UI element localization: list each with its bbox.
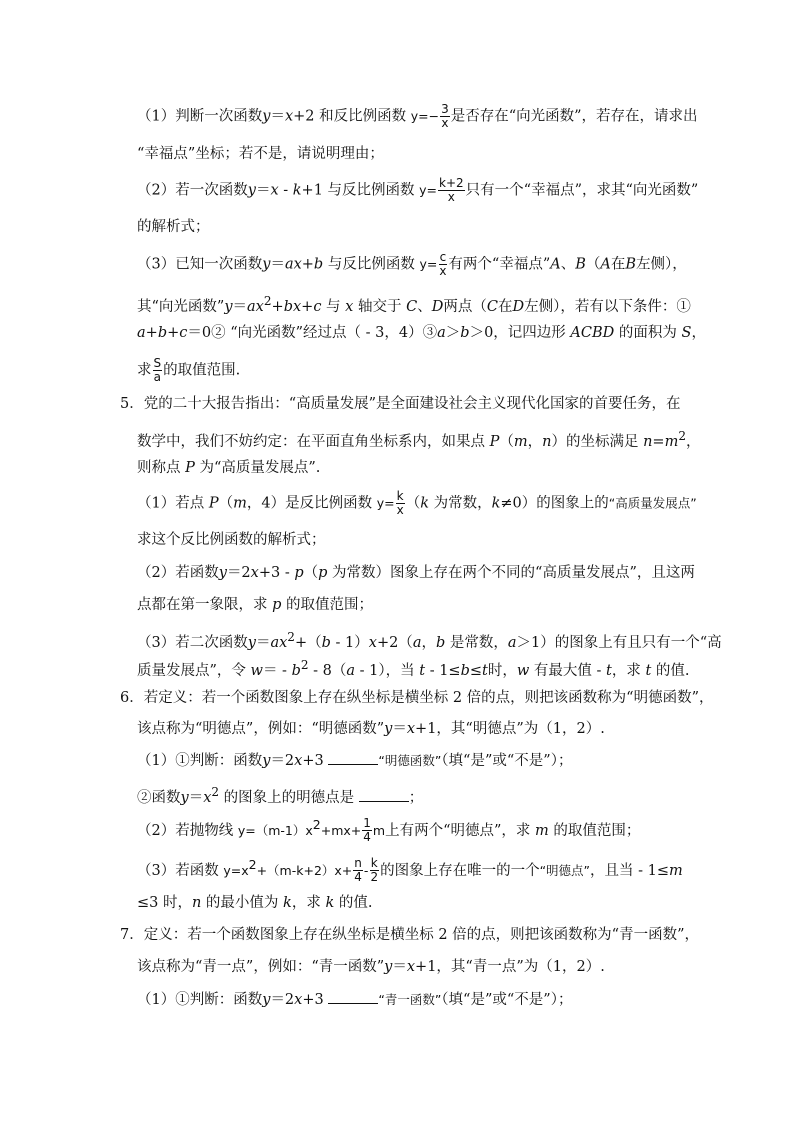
text: ，求 (291, 895, 326, 911)
p6-line-4 (137, 782, 423, 808)
exponent: 2 (211, 785, 220, 799)
p5-line-2 (137, 426, 701, 452)
denominator: x (447, 190, 455, 204)
text: ＝ (392, 721, 407, 737)
text: ， (527, 433, 543, 450)
var: D (512, 298, 525, 315)
formula: +（m-k+2）x+ (256, 862, 353, 878)
var: x (284, 108, 294, 125)
text: 两点（ (443, 298, 487, 315)
text: “青一函数” (378, 992, 442, 1007)
p6-line-5 (137, 815, 640, 844)
var: w (250, 662, 263, 679)
var: P (208, 495, 219, 512)
var: c (313, 298, 322, 315)
var: x (270, 182, 279, 199)
text: ＝2 (226, 565, 251, 581)
exponent: 2 (287, 630, 295, 644)
text: - 8（ (308, 662, 347, 679)
text: “高质量发展点” (608, 495, 697, 511)
var: x (294, 753, 303, 769)
var: x (368, 634, 377, 651)
text: +2（ (376, 634, 413, 651)
text: 的面积为 (614, 325, 682, 341)
var: y (247, 182, 256, 199)
var: B (575, 256, 586, 273)
text: （1）①判断：函数 (137, 992, 263, 1008)
exponent: 2 (248, 857, 257, 872)
denominator: 2 (370, 870, 379, 885)
text: ＞1）的图象上有且只有一个“高 (516, 634, 722, 651)
formula: y=（m-1）x (237, 822, 313, 838)
fraction (353, 857, 363, 884)
var: a (137, 325, 146, 341)
text: + (145, 325, 158, 341)
var: m (664, 433, 679, 450)
text: （填“是”或“不是”）； (441, 753, 573, 769)
text: 、 (560, 256, 576, 273)
var: b (435, 634, 446, 651)
var: y (262, 992, 271, 1008)
text: 的图象上的明德点是 (219, 789, 359, 806)
var: ACBD (570, 325, 615, 341)
var: c (179, 325, 188, 341)
var: y (218, 565, 227, 581)
text: ）的坐标满足 (551, 433, 644, 450)
p6-line-6 (137, 855, 683, 884)
fraction (438, 177, 465, 204)
text: 该点称为“明德点”，例如：“明德函数” (137, 721, 385, 737)
var: y (224, 298, 233, 315)
text: 是常数， (445, 634, 508, 651)
text: （ (499, 433, 514, 450)
p5-line-5: 求这个反比例函数的解析式； (137, 532, 326, 548)
text: +（ (294, 634, 322, 651)
var: S (681, 325, 692, 341)
text: （3）若函数 (137, 862, 224, 879)
text: +3 (302, 753, 329, 769)
text: - 1≤ (425, 662, 461, 679)
text: （1）①判断：函数 (137, 753, 263, 769)
text: ≤3 时， (137, 895, 192, 911)
text: 与 (321, 298, 346, 315)
answer-blank[interactable] (328, 989, 378, 1004)
text: ≤ (469, 662, 483, 679)
var: n (542, 433, 552, 450)
text: ； (408, 789, 424, 806)
exponent: 2 (300, 658, 309, 672)
p4-line-7 (137, 323, 706, 343)
denominator: a (153, 370, 161, 384)
text: 则称点 (137, 460, 186, 476)
p4-line-5 (137, 251, 687, 278)
denominator: 4 (363, 830, 371, 845)
var: b (291, 662, 301, 679)
exponent: 2 (312, 817, 321, 832)
var: a (412, 634, 422, 651)
p7-line-3 (137, 989, 572, 1010)
text: ， (691, 325, 706, 341)
var: m (669, 862, 683, 879)
text: 数学中，我们不妨约定：在平面直角坐标系内，如果点 (137, 433, 490, 450)
text: 在 (610, 256, 626, 273)
denominator: x (439, 264, 447, 278)
var: C (486, 298, 498, 315)
var: a (437, 325, 446, 341)
var: ax (270, 634, 288, 651)
var: C (406, 298, 418, 315)
text: ＝ (270, 108, 285, 125)
text: 的值. (334, 895, 373, 911)
var: b (313, 256, 324, 273)
denominator: x (396, 503, 404, 517)
var: A (550, 256, 561, 273)
var: n (643, 433, 653, 450)
text: + (271, 298, 284, 315)
text: +2 和反比例函数 (293, 108, 411, 125)
p6-line-7 (137, 893, 372, 913)
text: 其“向光函数” (137, 298, 225, 315)
formula: y= (419, 256, 438, 272)
text: （ (218, 495, 234, 512)
text: （1）判断一次函数 (137, 108, 263, 125)
p5-line-1: 5．党的二十大报告指出：“高质量发展”是全面建设社会主义现代化国家的首要任务，在 (120, 396, 681, 412)
var: B (625, 256, 637, 273)
text: （3）若二次函数 (137, 634, 248, 651)
var: b (321, 634, 331, 651)
text: ，4）是反比例函数 (246, 495, 377, 512)
text: （1）若点 (137, 495, 209, 512)
text: （2）若一次函数 (137, 182, 248, 199)
var: y (384, 959, 393, 975)
fraction (438, 251, 447, 278)
p5-line-4 (137, 490, 697, 517)
numerator: S (153, 356, 162, 370)
text: 质量发展点”，令 (137, 662, 251, 679)
text: - (278, 182, 293, 199)
var: y (384, 721, 393, 737)
text: 为常数）图象上存在两个不同的“高质量发展点”，且这两 (327, 565, 695, 581)
p5-line-3 (137, 458, 320, 478)
text: 与反比例函数 (323, 256, 420, 273)
text: 左侧）， (636, 256, 687, 273)
var: t (606, 662, 612, 679)
text: - 1） (330, 634, 369, 651)
text: +1，其“青一点”为（1，2）. (415, 959, 605, 975)
var: a (507, 634, 517, 651)
numerator: k (396, 489, 404, 503)
text: ＝2 (270, 753, 295, 769)
p6-line-3 (137, 750, 572, 771)
text: 只有一个“幸福点”，求其“向光函数” (465, 182, 699, 199)
text: 为“高质量发展点”. (194, 460, 321, 476)
text: 、 (417, 298, 432, 315)
text: +1，其“明德点”为（1，2）. (415, 721, 605, 737)
text: + (301, 256, 314, 273)
text: ＝ - (262, 662, 292, 679)
formula: +mx+ (320, 822, 362, 838)
numerator: 1 (363, 816, 371, 831)
fraction (440, 103, 450, 130)
var: t (645, 662, 652, 679)
var: b (157, 325, 168, 341)
var: m (535, 822, 549, 839)
var: y (262, 753, 271, 769)
formula: y= (376, 495, 395, 511)
text: = (652, 433, 665, 450)
var: P (185, 460, 195, 476)
var: y (262, 108, 271, 125)
p6-line-2 (137, 719, 605, 739)
text: ＞ (445, 325, 461, 341)
text: ＝ (392, 959, 407, 975)
text: （填“是”或“不是”）； (441, 992, 573, 1008)
var: b (460, 325, 470, 341)
p7-line-1: 7．定义：若一个函数图象上存在纵坐标是横坐标 2 倍的点，则把该函数称为“青一函数”， (120, 927, 699, 943)
text: 有最大值 - (529, 662, 607, 679)
var: x (345, 298, 354, 315)
text: +3 - (258, 565, 295, 581)
p4-line-6 (137, 291, 691, 317)
var: ax (247, 298, 264, 315)
text: ＝ (255, 182, 271, 199)
formula: - (363, 862, 369, 878)
text: （ (303, 565, 319, 581)
var: t (482, 662, 488, 679)
text: ＝ (270, 256, 285, 273)
p4-line-8 (137, 357, 240, 384)
p6-line-1: 6．若定义：若一个函数图象上存在纵坐标是横坐标 2 倍的点，则把该函数称为“明德函数”， (120, 690, 714, 706)
text: 的取值范围； (548, 822, 641, 839)
var: m (513, 433, 528, 450)
text: ，且当 - 1≤ (590, 862, 670, 879)
fraction (369, 857, 379, 884)
var: y (262, 256, 271, 273)
var: x (406, 721, 416, 737)
text: （2）若抛物线 (137, 822, 238, 839)
text: 上有两个“明德点”，求 (385, 822, 536, 839)
text: +1 与反比例函数 (301, 182, 420, 199)
formula: y= (419, 182, 438, 198)
p7-line-2 (137, 957, 605, 977)
var: k (491, 495, 501, 512)
text: （ (585, 256, 601, 273)
text: - 1），当 (355, 662, 420, 679)
text: 的值. (651, 662, 690, 679)
text: 点都在第一象限，求 (137, 597, 273, 613)
text: ＝0② “向光函数”经过点（ - 3，4）③ (187, 325, 438, 341)
text: 的最小值为 (201, 895, 284, 911)
text: ＝ (232, 298, 248, 315)
p5-line-9 (137, 655, 690, 681)
text: ＝2 (270, 992, 295, 1008)
text: 的图象上存在唯一的一个 (380, 862, 540, 879)
text: ＞0，记四边形 (469, 325, 571, 341)
text: 该点称为“青一点”，例如：“青一函数” (137, 959, 385, 975)
exponent: 2 (678, 429, 687, 443)
text: ＝ (188, 789, 204, 806)
text: 在 (497, 298, 513, 315)
exponent: 2 (263, 294, 272, 308)
text: 有两个“幸福点” (448, 256, 551, 273)
var: x (203, 789, 212, 806)
var: w (516, 662, 530, 679)
text: ， (686, 433, 701, 450)
formula: y=− (410, 108, 440, 124)
text: 时， (487, 662, 517, 679)
var: p (318, 565, 328, 581)
var: p (294, 565, 304, 581)
p5-line-7 (137, 595, 373, 615)
answer-blank[interactable] (328, 750, 378, 765)
var: x (294, 992, 303, 1008)
formula: m (372, 822, 386, 838)
text: “明德点” (539, 862, 591, 878)
text: + (301, 298, 314, 315)
var: y (247, 634, 256, 651)
text: 轴交于 (353, 298, 407, 315)
var: bx (283, 298, 302, 315)
var: b (460, 662, 470, 679)
answer-blank[interactable] (359, 787, 409, 802)
text: 求 (137, 362, 152, 379)
var: x (406, 959, 416, 975)
text: ≠0）的图象上的 (500, 495, 609, 512)
numerator: 3 (441, 102, 449, 116)
p4-line-2: “幸福点”坐标；若不是，请说明理由； (137, 146, 384, 162)
text: （ (405, 495, 421, 512)
var: p (272, 597, 282, 613)
text: ，求 (611, 662, 646, 679)
text: ， (421, 634, 436, 651)
var: y (180, 789, 189, 806)
var: k (420, 495, 429, 512)
var: D (431, 298, 444, 315)
var: x (250, 565, 259, 581)
var: t (419, 662, 426, 679)
text: ＝ (255, 634, 271, 651)
formula: y=x (223, 862, 249, 878)
text: 的取值范围. (163, 362, 241, 379)
fraction (362, 817, 372, 844)
var: k (325, 895, 335, 911)
text: ②函数 (137, 789, 181, 806)
fraction (153, 357, 163, 384)
denominator: x (441, 116, 449, 130)
text: （3）已知一次函数 (137, 256, 263, 273)
text: （2）若函数 (137, 565, 219, 581)
numerator: k+2 (439, 176, 464, 190)
var: ax (284, 256, 302, 273)
text: +3 (302, 992, 329, 1008)
var: k (283, 895, 292, 911)
var: A (600, 256, 611, 273)
numerator: c (439, 250, 447, 264)
var: a (346, 662, 356, 679)
text: 为常数， (428, 495, 492, 512)
p4-line-1 (137, 103, 698, 130)
numerator: n (354, 856, 362, 871)
var: P (489, 433, 500, 450)
var: m (233, 495, 247, 512)
p4-line-4: 的解析式； (137, 219, 210, 235)
p5-line-6 (137, 563, 695, 583)
var: k (292, 182, 302, 199)
fraction (396, 490, 405, 517)
text: 是否存在“向光函数”，若存在，请求出 (450, 108, 698, 125)
text: 的取值范围； (281, 597, 374, 613)
p4-line-3 (137, 177, 698, 204)
p5-line-8 (137, 627, 722, 653)
denominator: 4 (354, 870, 362, 885)
text: “明德函数” (378, 753, 442, 768)
text: 左侧），若有以下条件：① (524, 298, 691, 315)
numerator: k (370, 856, 378, 871)
var: n (191, 895, 202, 911)
text: + (167, 325, 180, 341)
